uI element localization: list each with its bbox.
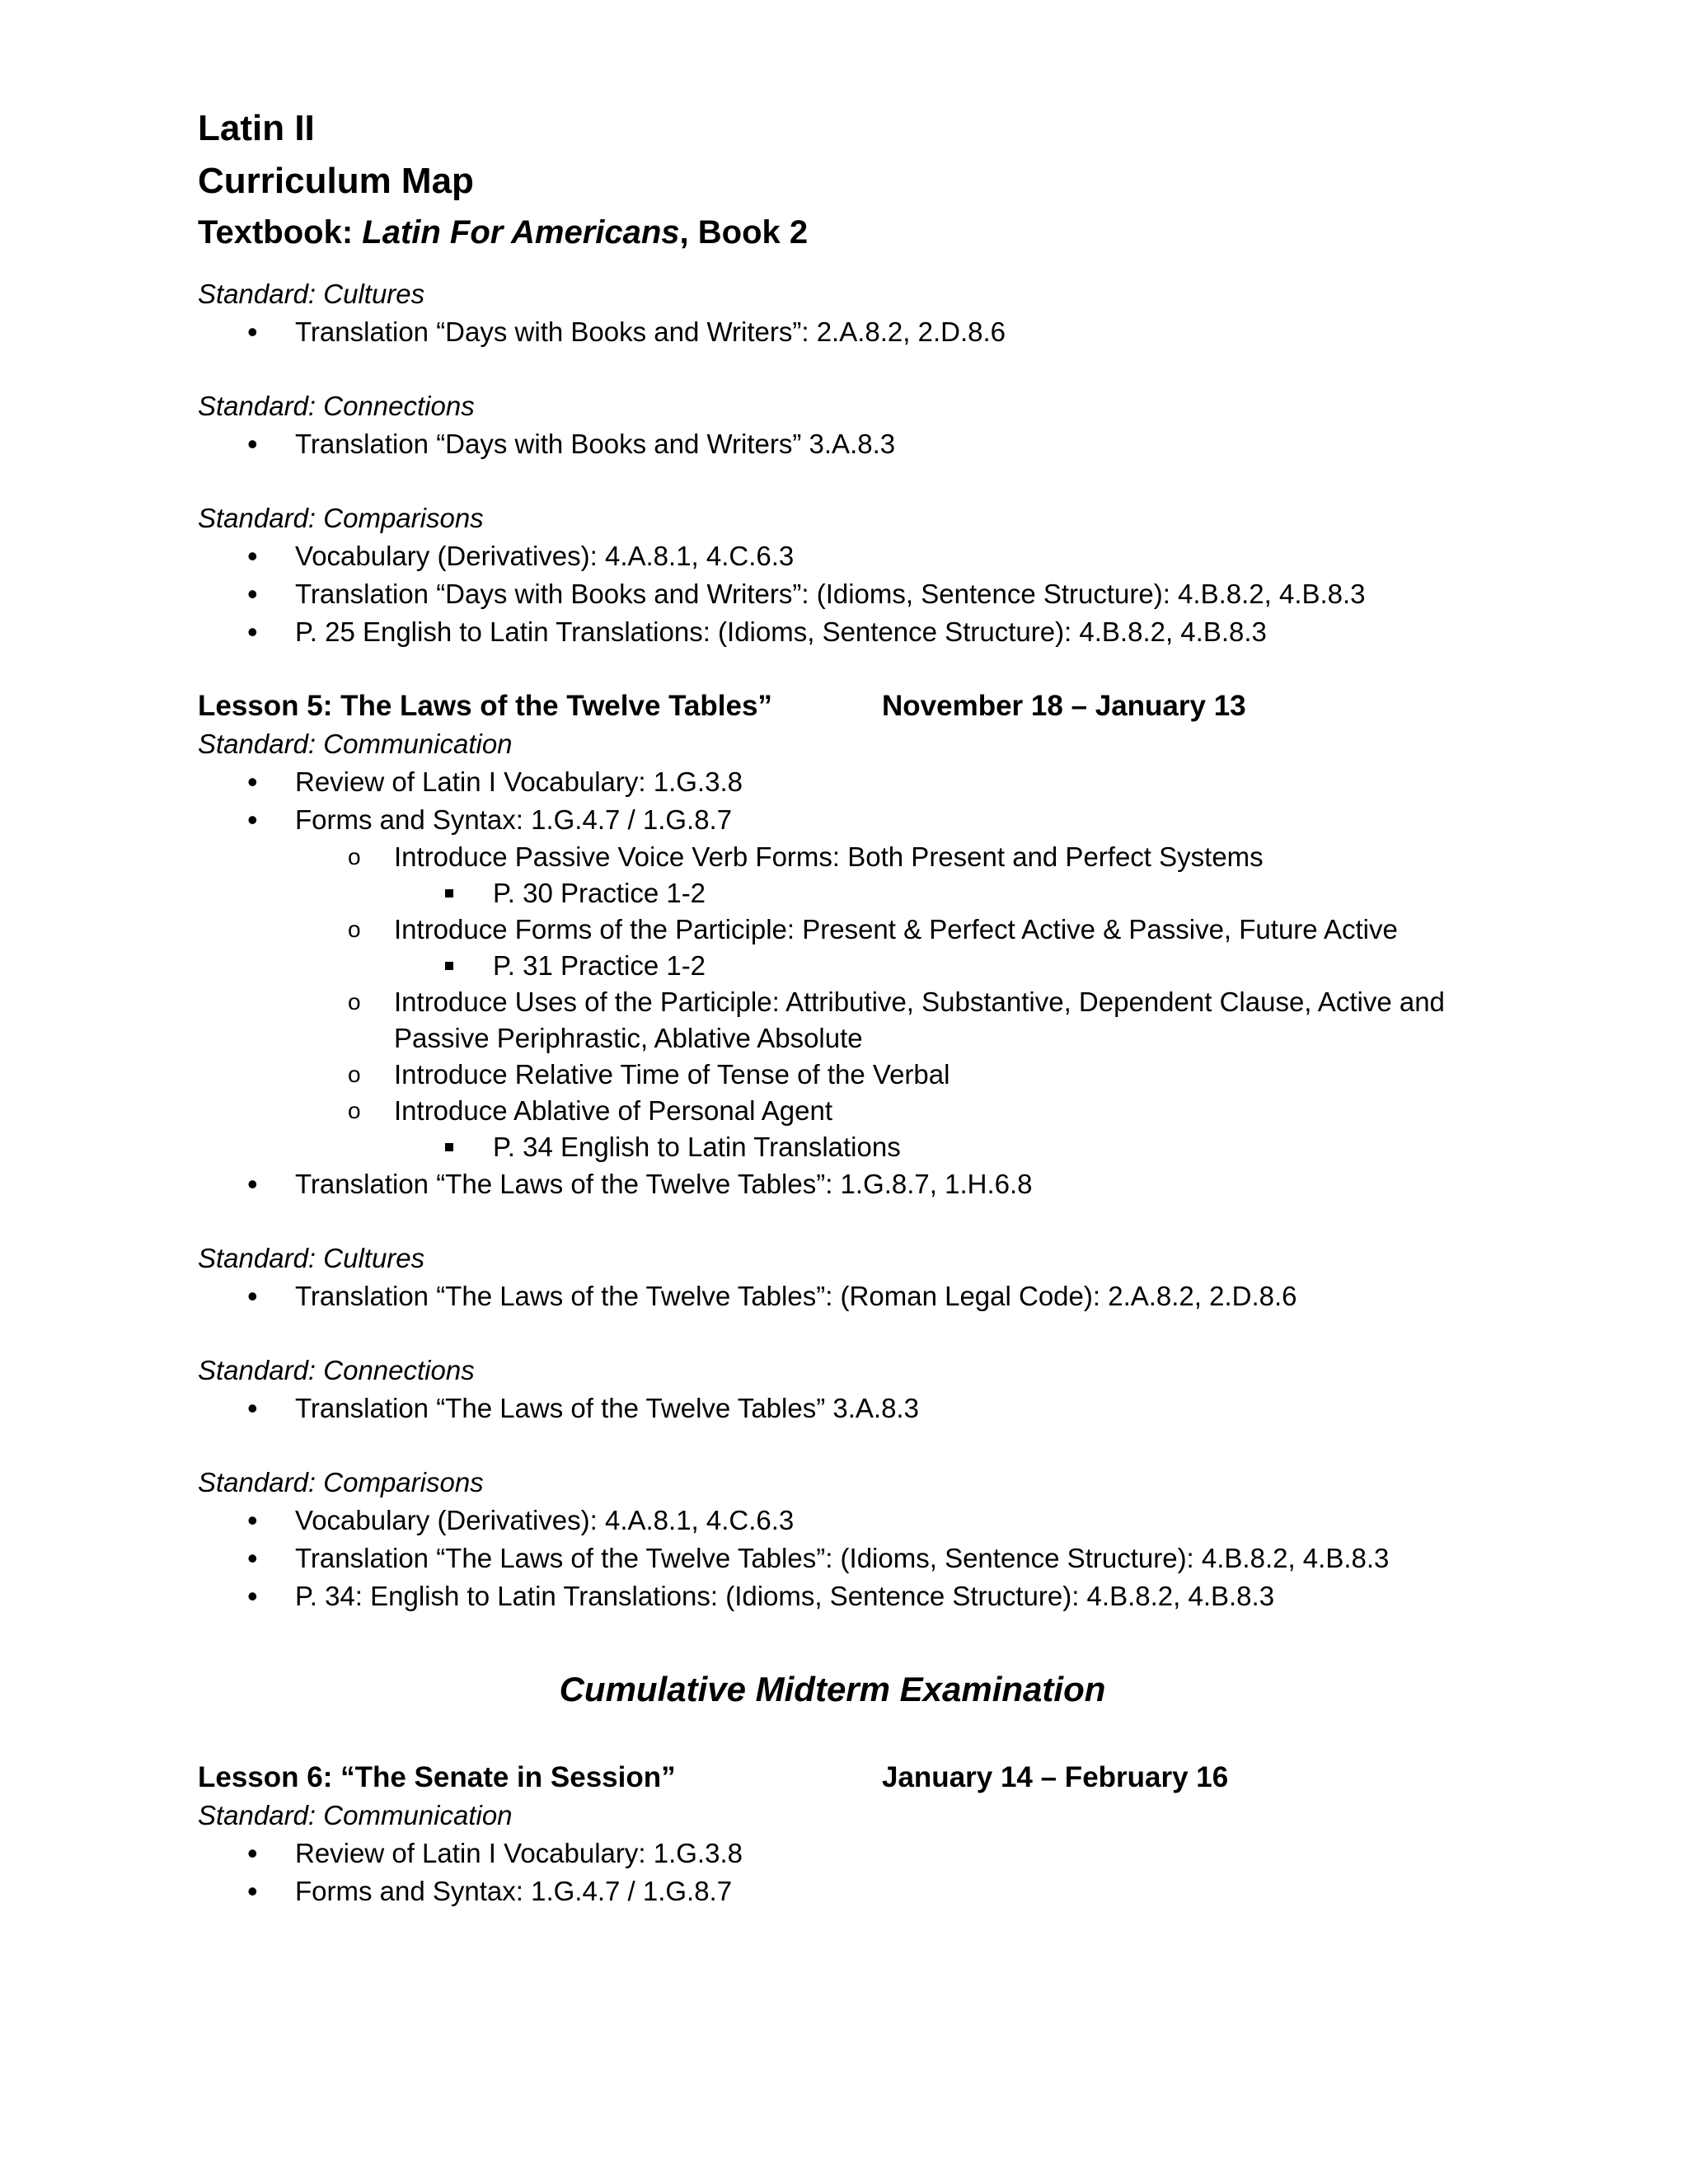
list-item	[198, 801, 1517, 1165]
lesson-6-title: Lesson 6: “The Senate in Session”	[198, 1761, 676, 1793]
list-item: • Translation “The Laws of the Twelve Tables”: (Roman Legal Code): 2.A.8.2, 2.D.8.6	[198, 1277, 1517, 1315]
list-item: • Vocabulary (Derivatives): 4.A.8.1, 4.C.6.3	[198, 537, 1517, 575]
list-item: • Review of Latin I Vocabulary: 1.G.3.8	[198, 1835, 1517, 1872]
sub-list-item	[295, 912, 1517, 984]
midterm-heading: Cumulative Midterm Examination	[559, 1670, 1106, 1708]
standard-list	[198, 763, 1517, 1203]
practice-item: P. 31 Practice 1-2	[394, 948, 1517, 984]
list-item: • Vocabulary (Derivatives): 4.A.8.1, 4.C.6.3	[198, 1502, 1517, 1540]
standard-list	[198, 1390, 1517, 1427]
standard-label-comparisons: Standard: Comparisons	[198, 503, 484, 533]
standard-label-communication: Standard: Communication	[198, 729, 513, 759]
list-item: • Translation “The Laws of the Twelve Tables” 3.A.8.3	[198, 1390, 1517, 1427]
textbook-suffix: , Book 2	[679, 214, 809, 251]
list-item: • Translation “Days with Books and Writers”: (Idioms, Sentence Structure): 4.B.8.2, 4.B.8.3	[198, 575, 1517, 613]
list-item: • Translation “Days with Books and Writers”: 2.A.8.2, 2.D.8.6	[198, 313, 1517, 351]
sub-list-item: o Introduce Uses of the Participle: Attributive, Substantive, Dependent Clause, Active and Passive Periphrastic, Ablative Absolute	[295, 984, 1517, 1057]
practice-list	[394, 1129, 1517, 1165]
standard-list	[198, 1835, 1517, 1910]
textbook-title: Latin For Americans	[362, 214, 680, 251]
standard-list	[198, 1502, 1517, 1615]
sub-list-item-text: Introduce Passive Voice Verb Forms: Both Present and Perfect Systems	[394, 841, 1264, 872]
document-title: Curriculum Map	[198, 161, 474, 201]
practice-list	[394, 948, 1517, 984]
lesson-6-heading	[198, 1759, 1517, 1797]
textbook-prefix: Textbook:	[198, 214, 363, 251]
standard-label-comparisons: Standard: Comparisons	[198, 1467, 484, 1497]
standard-label-connections: Standard: Connections	[198, 391, 475, 421]
course-title: Latin II	[198, 108, 315, 148]
sub-list-item	[295, 1093, 1517, 1165]
lesson-5-title: Lesson 5: The Laws of the Twelve Tables”	[198, 690, 772, 722]
list-item: • Translation “The Laws of the Twelve Tables”: 1.G.8.7, 1.H.6.8	[198, 1165, 1517, 1203]
list-item: • Translation “The Laws of the Twelve Tables”: (Idioms, Sentence Structure): 4.B.8.2, 4.B.8.3	[198, 1540, 1517, 1577]
document-page	[198, 102, 1517, 1947]
list-item: • P. 25 English to Latin Translations: (Idioms, Sentence Structure): 4.B.8.2, 4.B.8.3	[198, 613, 1517, 651]
practice-item: P. 30 Practice 1-2	[394, 875, 1517, 912]
standard-label-connections: Standard: Connections	[198, 1355, 475, 1385]
list-item: • P. 34: English to Latin Translations: (Idioms, Sentence Structure): 4.B.8.2, 4.B.8.3	[198, 1577, 1517, 1615]
lesson-5-heading	[198, 687, 1517, 725]
standard-list	[198, 537, 1517, 651]
list-item: • Translation “Days with Books and Writers” 3.A.8.3	[198, 425, 1517, 463]
standard-label-communication: Standard: Communication	[198, 1800, 513, 1830]
standard-label-cultures: Standard: Cultures	[198, 1243, 425, 1273]
textbook-line	[198, 208, 1517, 257]
practice-item: P. 34 English to Latin Translations	[394, 1129, 1517, 1165]
list-item: • Forms and Syntax: 1.G.4.7 / 1.G.8.7	[198, 1872, 1517, 1910]
standard-label-cultures: Standard: Cultures	[198, 279, 425, 309]
lesson-6-dates: January 14 – February 16	[882, 1761, 1229, 1793]
standard-list	[198, 313, 1517, 351]
sub-list	[295, 839, 1517, 1165]
practice-list	[394, 875, 1517, 912]
sub-list-item-text: Introduce Forms of the Participle: Present & Perfect Active & Passive, Future Active	[394, 914, 1398, 944]
list-item: • Review of Latin I Vocabulary: 1.G.3.8	[198, 763, 1517, 801]
standard-list	[198, 1277, 1517, 1315]
sub-list-item: o Introduce Relative Time of Tense of the Verbal	[295, 1057, 1517, 1093]
sub-list-item-text: Introduce Ablative of Personal Agent	[394, 1095, 833, 1126]
list-item-text: Forms and Syntax: 1.G.4.7 / 1.G.8.7	[295, 804, 733, 835]
standard-list	[198, 425, 1517, 463]
lesson-5-dates: November 18 – January 13	[882, 690, 1246, 722]
sub-list-item	[295, 839, 1517, 912]
